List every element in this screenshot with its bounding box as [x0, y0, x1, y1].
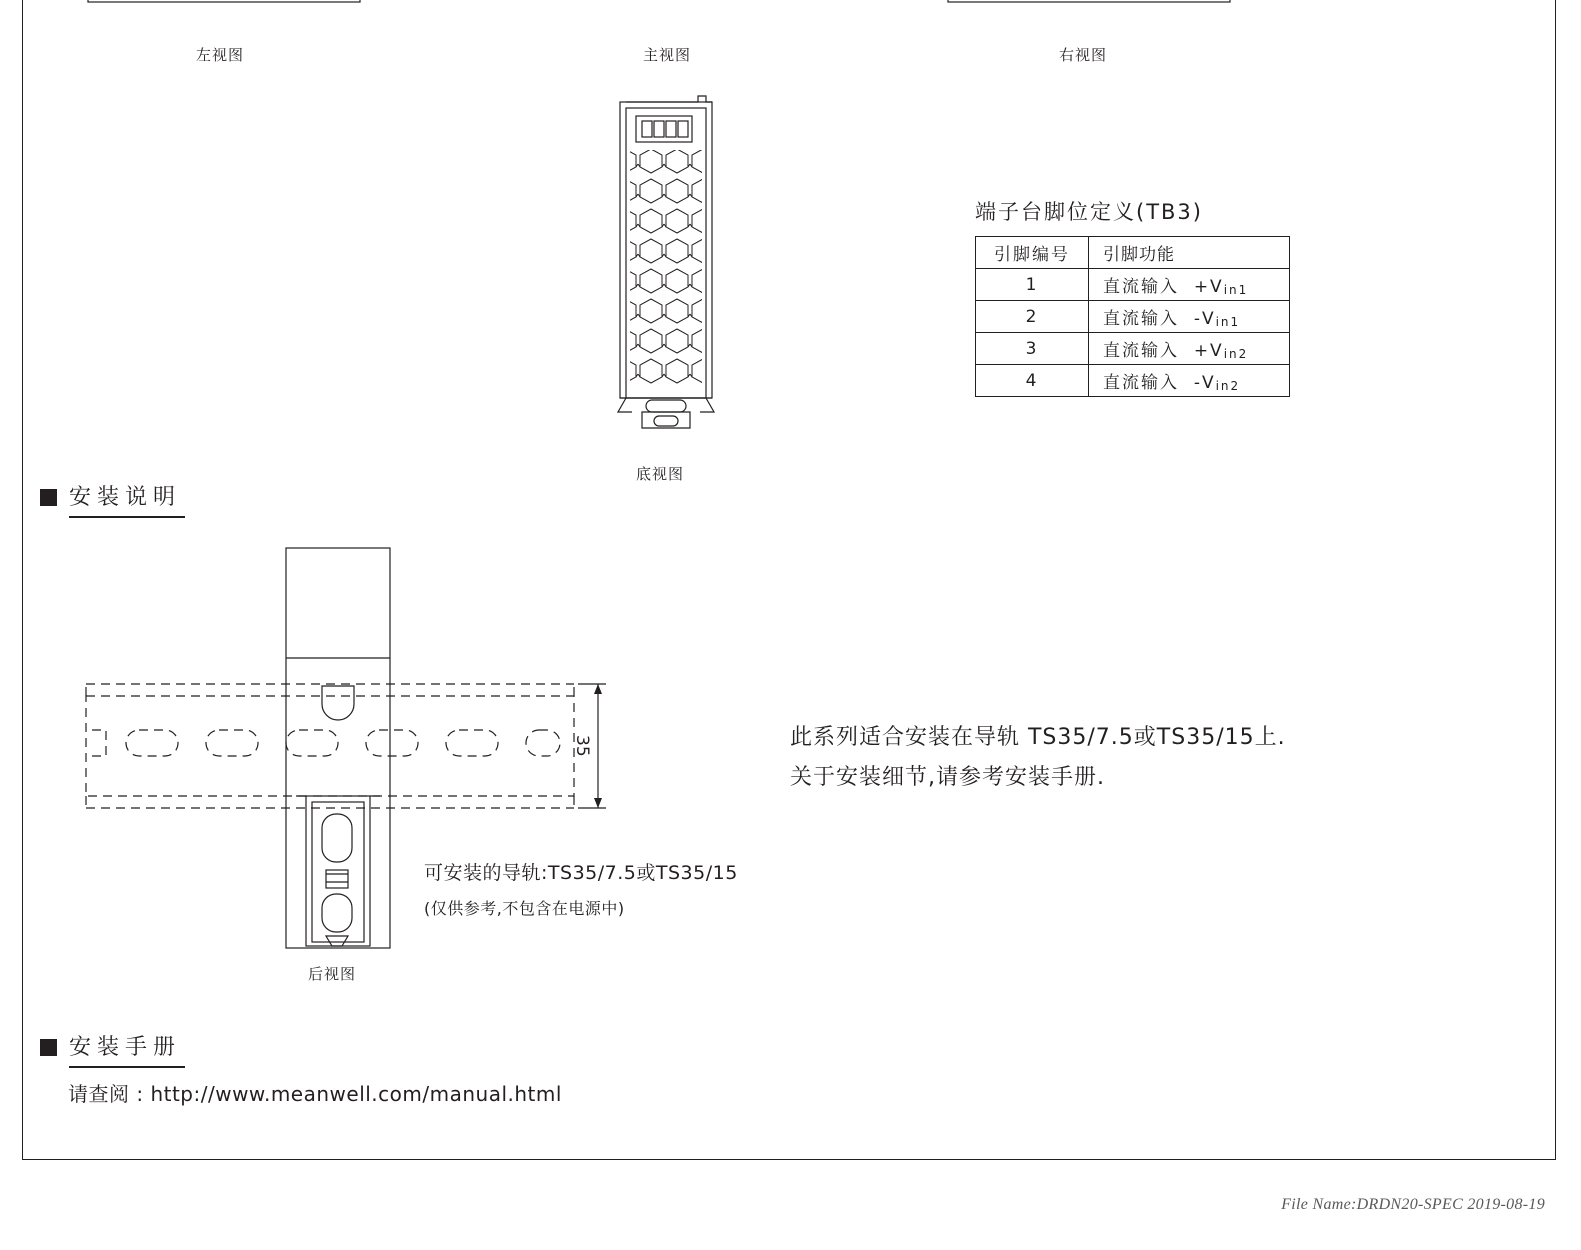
section-install-instructions: [40, 480, 181, 514]
table-row: [976, 269, 1290, 301]
bottom-view-caption: 底视图: [636, 465, 685, 483]
front-view-caption: 主视图: [643, 46, 692, 64]
mounting-description: [790, 718, 1286, 798]
front-view-drawing: [600, 0, 780, 20]
rear-view-caption: 后视图: [308, 965, 357, 983]
tb3-table-title: 端子台脚位定义(TB3): [975, 200, 1203, 224]
right-view-drawing: [920, 0, 1270, 30]
rail-height-dimension: 35: [572, 735, 592, 757]
bullet-square-icon: [40, 1039, 57, 1056]
pin-number: 2: [976, 301, 1089, 333]
bullet-square-icon: [40, 489, 57, 506]
table-row: [976, 365, 1290, 397]
section-title: 安装手册: [69, 1030, 181, 1064]
pin-number: 4: [976, 365, 1089, 397]
manual-url-text[interactable]: 请查阅 : http://www.meanwell.com/manual.html: [68, 1082, 562, 1106]
section-install-manual: [40, 1030, 181, 1064]
right-view-caption: 右视图: [1059, 46, 1108, 64]
left-view-drawing: [60, 0, 400, 30]
tb3-pin-table-block: [975, 196, 1290, 397]
table-row: [976, 333, 1290, 365]
pin-number: 3: [976, 333, 1089, 365]
pin-function: 直流输入 -Vin1: [1089, 301, 1290, 333]
rail-reference-note: (仅供参考,不包含在电源中): [424, 899, 625, 918]
rail-compatibility-note: 可安装的导轨:TS35/7.5或TS35/15: [424, 862, 738, 884]
mounting-line-2: 关于安装细节,请参考安装手册.: [790, 765, 1105, 790]
section-title: 安装说明: [69, 480, 181, 514]
table-row: [976, 301, 1290, 333]
bottom-view-drawing: [612, 88, 742, 438]
left-view-caption: 左视图: [196, 46, 245, 64]
tb3-pin-table: [975, 236, 1290, 397]
footer-file-name: File Name:DRDN20-SPEC 2019-08-19: [1281, 1196, 1545, 1213]
col-pin-number: 引脚编号: [976, 237, 1089, 269]
pin-function: 直流输入 +Vin2: [1089, 333, 1290, 365]
pin-number: 1: [976, 269, 1089, 301]
pin-function: 直流输入 +Vin1: [1089, 269, 1290, 301]
mounting-line-1: 此系列适合安装在导轨 TS35/7.5或TS35/15上.: [790, 725, 1286, 750]
table-header-row: [976, 237, 1290, 269]
pin-function: 直流输入 -Vin2: [1089, 365, 1290, 397]
col-pin-function: 引脚功能: [1089, 237, 1290, 269]
